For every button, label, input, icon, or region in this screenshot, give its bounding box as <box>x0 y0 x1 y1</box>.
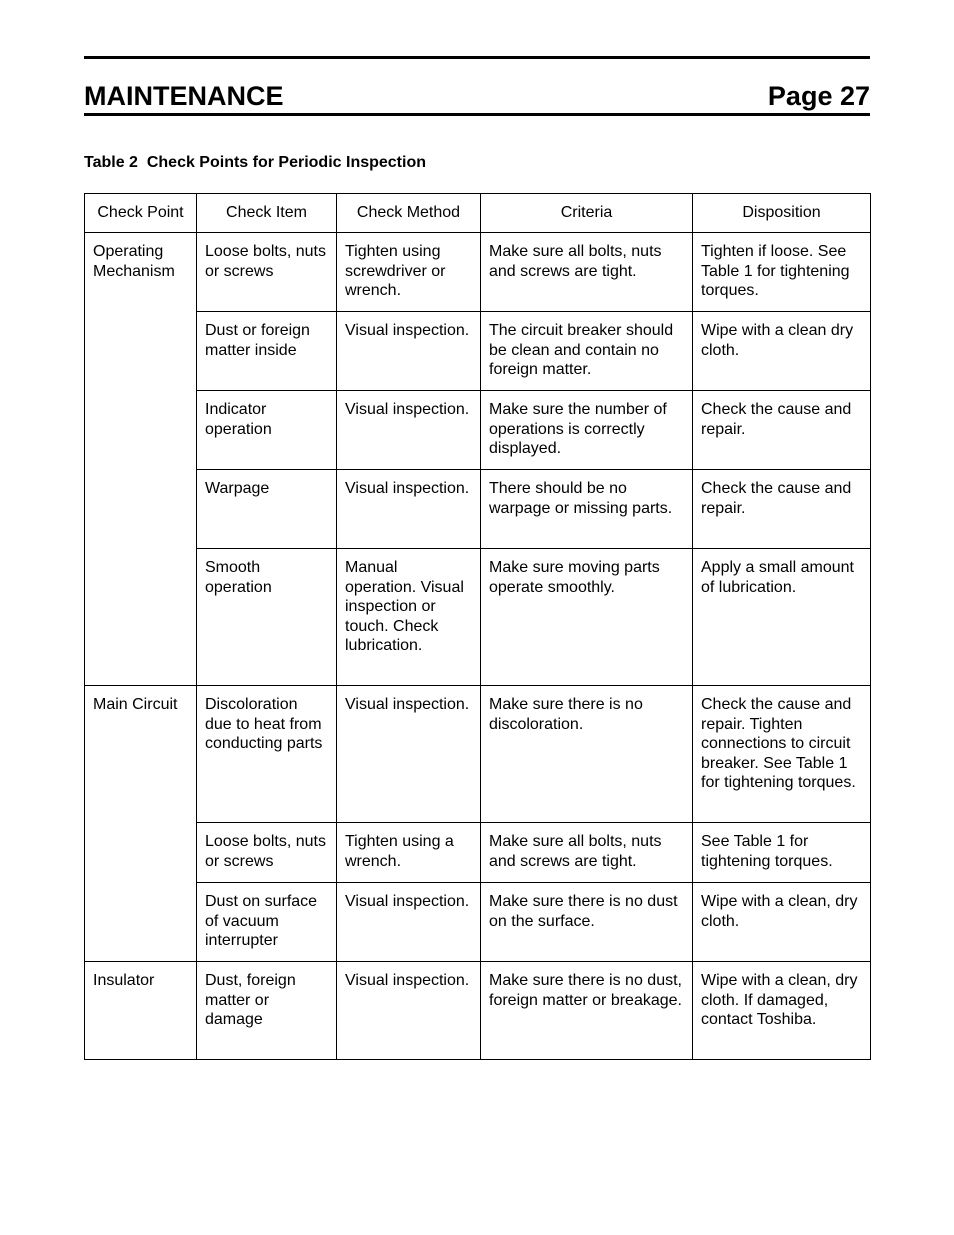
check-method-cell: Visual inspection. <box>337 686 481 823</box>
check-point-cell: Main Circuit <box>85 686 197 962</box>
table-row <box>85 549 871 686</box>
disposition-cell: Check the cause and repair. Tighten connections to circuit breaker. See Table 1 for tightening torques. <box>693 686 871 823</box>
table-header-row <box>85 194 871 233</box>
criteria-cell: Make sure the number of operations is correctly displayed. <box>481 391 693 470</box>
check-item-cell: Dust on surface of vacuum interrupter <box>197 883 337 962</box>
disposition-cell: Check the cause and repair. <box>693 391 871 470</box>
check-item-cell: Loose bolts, nuts or screws <box>197 233 337 312</box>
column-header-criteria: Criteria <box>481 194 693 233</box>
check-method-cell: Visual inspection. <box>337 312 481 391</box>
table-row <box>85 962 871 1060</box>
check-item-cell: Loose bolts, nuts or screws <box>197 823 337 883</box>
page-header <box>84 76 870 116</box>
table-row <box>85 391 871 470</box>
check-item-cell: Dust, foreign matter or damage <box>197 962 337 1060</box>
check-point-cell: Operating Mechanism <box>85 233 197 686</box>
check-item-cell: Indicator operation <box>197 391 337 470</box>
column-header-check-point: Check Point <box>85 194 197 233</box>
column-header-check-method: Check Method <box>337 194 481 233</box>
check-method-cell: Tighten using screwdriver or wrench. <box>337 233 481 312</box>
table-row <box>85 686 871 823</box>
check-item-cell: Warpage <box>197 470 337 549</box>
criteria-cell: Make sure moving parts operate smoothly. <box>481 549 693 686</box>
check-item-cell: Discoloration due to heat from conducting parts <box>197 686 337 823</box>
criteria-cell: Make sure all bolts, nuts and screws are tight. <box>481 233 693 312</box>
criteria-cell: Make sure there is no discoloration. <box>481 686 693 823</box>
table-row <box>85 233 871 312</box>
table-row <box>85 823 871 883</box>
check-point-cell: Insulator <box>85 962 197 1060</box>
check-item-cell: Dust or foreign matter inside <box>197 312 337 391</box>
check-method-cell: Manual operation. Visual inspection or touch. Check lubrication. <box>337 549 481 686</box>
check-method-cell: Visual inspection. <box>337 883 481 962</box>
criteria-cell: Make sure all bolts, nuts and screws are tight. <box>481 823 693 883</box>
column-header-check-item: Check Item <box>197 194 337 233</box>
disposition-cell: Wipe with a clean, dry cloth. <box>693 883 871 962</box>
table-row <box>85 470 871 549</box>
disposition-cell: Wipe with a clean, dry cloth. If damaged, contact Toshiba. <box>693 962 871 1060</box>
check-method-cell: Visual inspection. <box>337 470 481 549</box>
criteria-cell: The circuit breaker should be clean and contain no foreign matter. <box>481 312 693 391</box>
check-item-cell: Smooth operation <box>197 549 337 686</box>
check-method-cell: Visual inspection. <box>337 962 481 1060</box>
disposition-cell: Check the cause and repair. <box>693 470 871 549</box>
criteria-cell: Make sure there is no dust on the surface. <box>481 883 693 962</box>
table-row <box>85 883 871 962</box>
disposition-cell: Tighten if loose. See Table 1 for tightening torques. <box>693 233 871 312</box>
column-header-disposition: Disposition <box>693 194 871 233</box>
criteria-cell: Make sure there is no dust, foreign matter or breakage. <box>481 962 693 1060</box>
inspection-table <box>84 193 871 1060</box>
disposition-cell: Apply a small amount of lubrication. <box>693 549 871 686</box>
table-row <box>85 312 871 391</box>
section-title: MAINTENANCE <box>84 81 284 111</box>
page-number: Page 27 <box>767 81 870 111</box>
top-rule <box>84 56 870 59</box>
criteria-cell: There should be no warpage or missing parts. <box>481 470 693 549</box>
disposition-cell: See Table 1 for tightening torques. <box>693 823 871 883</box>
disposition-cell: Wipe with a clean dry cloth. <box>693 312 871 391</box>
check-method-cell: Tighten using a wrench. <box>337 823 481 883</box>
table-caption: Table 2 Check Points for Periodic Inspection <box>84 154 426 171</box>
check-method-cell: Visual inspection. <box>337 391 481 470</box>
